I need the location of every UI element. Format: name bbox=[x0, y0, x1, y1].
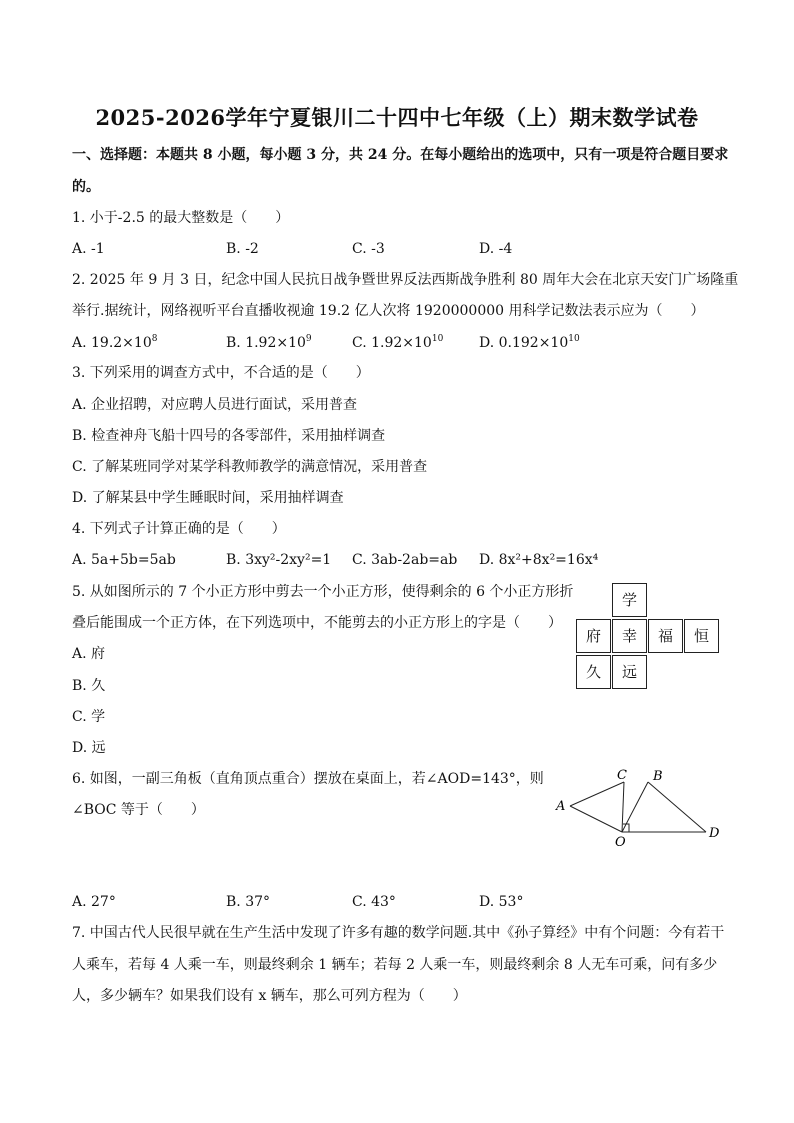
label-a: A bbox=[556, 799, 566, 814]
segment-bd bbox=[648, 782, 706, 832]
net-cell-row-4: 恒 bbox=[684, 619, 719, 653]
question-4-stem: 4. 下列式子计算正确的是（ ） bbox=[72, 521, 286, 537]
question-7-stem-cont: 人乘车，若每 4 人乘一车，则最终剩余 1 辆车；若每 2 人乘一车，则最终剩余 8 人无车可乘，问有多少 bbox=[72, 957, 718, 973]
segment-ao bbox=[570, 806, 622, 832]
label-o: O bbox=[615, 835, 626, 850]
question-2-stem-cont: 举行.据统计，网络视听平台直播收视逾 19.2 亿人次将 1920000000 用科学记数法表示应为（ ） bbox=[72, 303, 705, 319]
label-c: C bbox=[617, 768, 627, 783]
q5-option-d: D. 远 bbox=[72, 740, 106, 756]
q4-option-b: B. 3xy²-2xy²=1 bbox=[226, 552, 332, 568]
question-5-stem-cont: 叠后能围成一个正方体，在下列选项中，不能剪去的小正方形上的字是（ ） bbox=[72, 615, 562, 631]
q1-option-c: C. -3 bbox=[352, 241, 385, 257]
net-cell-bottom-1: 久 bbox=[576, 655, 611, 689]
question-3-stem: 3. 下列采用的调查方式中，不合适的是（ ） bbox=[72, 365, 370, 381]
triangle-rulers-figure bbox=[548, 760, 728, 850]
segment-ac bbox=[570, 782, 624, 806]
q1-option-d: D. -4 bbox=[479, 241, 513, 257]
q3-option-c: C. 了解某班同学对某学科教师教学的满意情况，采用普查 bbox=[72, 459, 428, 475]
cube-net-figure bbox=[576, 583, 721, 691]
label-b: B bbox=[653, 769, 663, 784]
question-1-stem: 1. 小于-2.5 的最大整数是（ ） bbox=[72, 210, 290, 226]
q5-option-a: A. 府 bbox=[72, 646, 106, 662]
net-cell-row-2: 幸 bbox=[612, 619, 647, 653]
question-2-stem: 2. 2025 年 9 月 3 日，纪念中国人民抗日战争暨世界反法西斯战争胜利 80 周年大会在北京天安门广场隆重 bbox=[72, 272, 739, 288]
net-cell-top: 学 bbox=[612, 583, 647, 617]
q2-option-c: C. $1.92\times 10^{10}$ bbox=[352, 334, 444, 351]
section-heading-cont: 的。 bbox=[72, 179, 100, 195]
q5-option-c: C. 学 bbox=[72, 709, 106, 725]
q2-option-d: D. $0.192\times 10^{10}$ bbox=[479, 334, 580, 351]
section-heading: 一、选择题：本题共 8 小题，每小题 3 分，共 24 分。在每小题给出的选项中，只有一项是符合题目要求 bbox=[72, 147, 729, 163]
net-cell-row-3: 福 bbox=[648, 619, 683, 653]
q5-option-b: B. 久 bbox=[72, 678, 106, 694]
q1-option-a: A. -1 bbox=[72, 241, 105, 257]
q2-option-a: A. $19.2\times 10^8$ bbox=[72, 334, 158, 351]
label-d: D bbox=[709, 826, 720, 841]
q6-option-d: D. 53° bbox=[479, 894, 524, 910]
question-7-stem: 7. 中国古代人民很早就在生产生活中发现了许多有趣的数学问题.其中《孙子算经》中有个问题：今有若干 bbox=[72, 925, 725, 941]
q3-option-b: B. 检查神舟飞船十四号的各零部件，采用抽样调查 bbox=[72, 428, 386, 444]
q2-option-b: B. $1.92\times 10^9$ bbox=[226, 334, 312, 351]
question-6-stem-cont: ∠BOC 等于（ ） bbox=[72, 802, 205, 818]
q3-option-d: D. 了解某县中学生睡眠时间，采用抽样调查 bbox=[72, 490, 344, 506]
net-cell-bottom-2: 远 bbox=[612, 655, 647, 689]
q6-option-b: B. 37° bbox=[226, 894, 271, 910]
q4-option-d: D. 8x²+8x²=16x⁴ bbox=[479, 552, 599, 568]
q4-option-c: C. 3ab-2ab=ab bbox=[352, 552, 458, 568]
q6-option-a: A. 27° bbox=[72, 894, 116, 910]
q1-option-b: B. -2 bbox=[226, 241, 259, 257]
q6-option-c: C. 43° bbox=[352, 894, 396, 910]
exam-title: 2025-2026学年宁夏银川二十四中七年级（上）期末数学试卷 bbox=[95, 105, 699, 130]
q3-option-a: A. 企业招聘，对应聘人员进行面试，采用普查 bbox=[72, 397, 358, 413]
question-6-stem: 6. 如图，一副三角板（直角顶点重合）摆放在桌面上，若∠AOD=143°，则 bbox=[72, 771, 544, 787]
question-5-stem: 5. 从如图所示的 7 个小正方形中剪去一个小正方形，使得剩余的 6 个小正方形折 bbox=[72, 584, 574, 600]
question-7-stem-cont-2: 人，多少辆车？如果我们设有 x 辆车，那么可列方程为（ ） bbox=[72, 988, 467, 1004]
q4-option-a: A. 5a+5b=5ab bbox=[72, 552, 176, 568]
net-cell-row-1: 府 bbox=[576, 619, 611, 653]
